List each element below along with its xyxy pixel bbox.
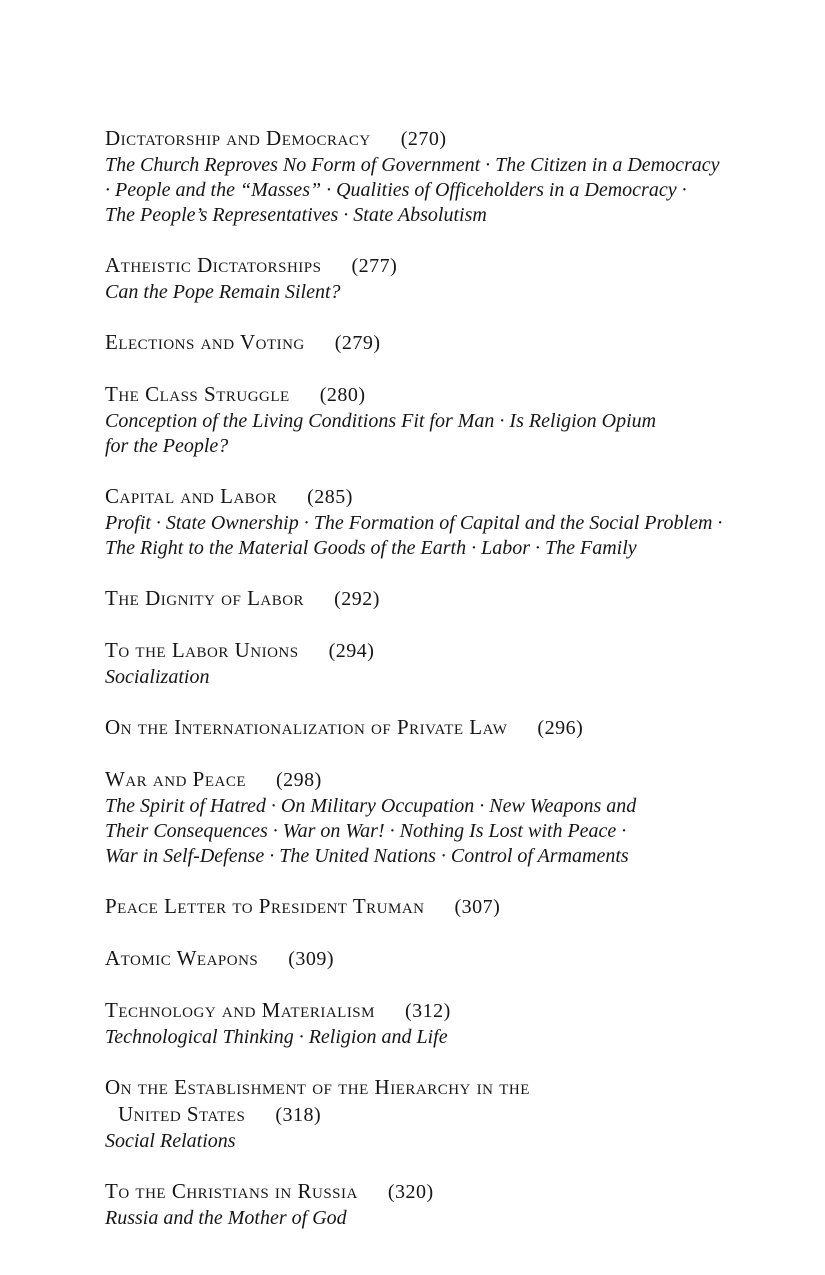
toc-heading-row xyxy=(105,126,775,153)
toc-page-number: (298) xyxy=(276,769,322,791)
toc-entry xyxy=(105,638,775,690)
toc-entry xyxy=(105,586,775,613)
toc-subtopic-line: The People’s Representatives · State Absolutism xyxy=(105,204,487,226)
toc-entry xyxy=(105,253,775,305)
toc-page-number: (318) xyxy=(275,1104,322,1126)
toc-heading-row xyxy=(105,767,775,794)
toc-heading-row xyxy=(105,638,775,665)
toc-heading-row-continuation xyxy=(105,1102,775,1129)
toc-entry xyxy=(105,330,775,357)
toc-subtopic-line: Socialization xyxy=(105,666,210,688)
toc-page-number: (294) xyxy=(328,640,375,662)
toc-entry-title: Peace Letter to President Truman xyxy=(105,894,425,918)
toc-page-number: (279) xyxy=(334,332,381,354)
toc-heading-row xyxy=(105,484,775,511)
toc-heading-row xyxy=(105,382,775,409)
toc-page-number: (292) xyxy=(334,588,380,610)
toc-heading-row xyxy=(105,1179,775,1206)
toc-page-number: (270) xyxy=(400,128,447,150)
toc-page-number: (312) xyxy=(405,1000,451,1022)
toc-heading-row xyxy=(105,946,775,973)
toc-heading-row xyxy=(105,998,775,1025)
toc-page-number: (309) xyxy=(288,948,335,970)
toc-entry-title: Elections and Voting xyxy=(105,330,305,354)
toc-entry-title: To the Labor Unions xyxy=(105,638,299,662)
toc-heading-row xyxy=(105,1075,775,1102)
toc-subtopic-line: Profit · State Ownership · The Formation of Capital and the Social Problem · xyxy=(105,512,723,534)
toc-heading-row xyxy=(105,253,775,280)
toc-subtopic-line: Can the Pope Remain Silent? xyxy=(105,281,341,303)
toc-heading-row xyxy=(105,586,775,613)
toc-entry xyxy=(105,998,775,1050)
toc-subtopic-line: The Right to the Material Goods of the Earth · Labor · The Family xyxy=(105,537,637,559)
toc-entry xyxy=(105,894,775,921)
toc-entry-title-continuation: United States xyxy=(118,1102,246,1126)
toc-entry xyxy=(105,1075,775,1154)
toc-entry-title: On the Establishment of the Hierarchy in the xyxy=(105,1075,530,1099)
toc-list xyxy=(105,126,775,1231)
toc-entry-title: Capital and Labor xyxy=(105,484,278,508)
toc-entry xyxy=(105,1179,775,1231)
toc-entry-title: On the Internationalization of Private Law xyxy=(105,715,508,739)
toc-entry-title: Atomic Weapons xyxy=(105,946,259,970)
toc-subtopic-line: The Church Reproves No Form of Government · The Citizen in a Democracy xyxy=(105,154,720,176)
toc-entry-title: The Class Struggle xyxy=(105,382,290,406)
toc-subtopic-line: Technological Thinking · Religion and Life xyxy=(105,1026,448,1048)
toc-subtopic-line: Social Relations xyxy=(105,1130,236,1152)
toc-page-number: (285) xyxy=(307,486,353,508)
toc-entry-title: Technology and Materialism xyxy=(105,998,375,1022)
toc-page-number: (277) xyxy=(351,255,398,277)
toc-subtopic-line: Their Consequences · War on War! · Nothing Is Lost with Peace · xyxy=(105,820,627,842)
toc-entry-title: The Dignity of Labor xyxy=(105,586,305,610)
toc-entry-title: Dictatorship and Democracy xyxy=(105,126,371,150)
toc-page-number: (296) xyxy=(537,717,584,739)
toc-entry-title: Atheistic Dictatorships xyxy=(105,253,322,277)
toc-subtopic-line: Russia and the Mother of God xyxy=(105,1207,347,1229)
toc-entry xyxy=(105,484,775,561)
toc-entry xyxy=(105,715,775,742)
toc-heading-row xyxy=(105,894,775,921)
toc-subtopic-line: · People and the “Masses” · Qualities of Officeholders in a Democracy · xyxy=(105,179,687,201)
toc-heading-row xyxy=(105,715,775,742)
toc-entry xyxy=(105,126,775,228)
toc-entry-title: To the Christians in Russia xyxy=(105,1179,358,1203)
toc-page-number: (307) xyxy=(454,896,501,918)
toc-entry xyxy=(105,382,775,459)
toc-subtopic-line: Conception of the Living Conditions Fit for Man · Is Religion Opium xyxy=(105,410,657,432)
toc-heading-row xyxy=(105,330,775,357)
toc-entry xyxy=(105,767,775,869)
toc-page-number: (280) xyxy=(319,384,366,406)
toc-page-number: (320) xyxy=(387,1181,434,1203)
toc-entry xyxy=(105,946,775,973)
toc-subtopic-line: War in Self-Defense · The United Nations · Control of Armaments xyxy=(105,845,629,867)
toc-subtopic-line: for the People? xyxy=(105,435,229,457)
toc-entry-title: War and Peace xyxy=(105,767,246,791)
toc-subtopic-line: The Spirit of Hatred · On Military Occupation · New Weapons and xyxy=(105,795,637,817)
